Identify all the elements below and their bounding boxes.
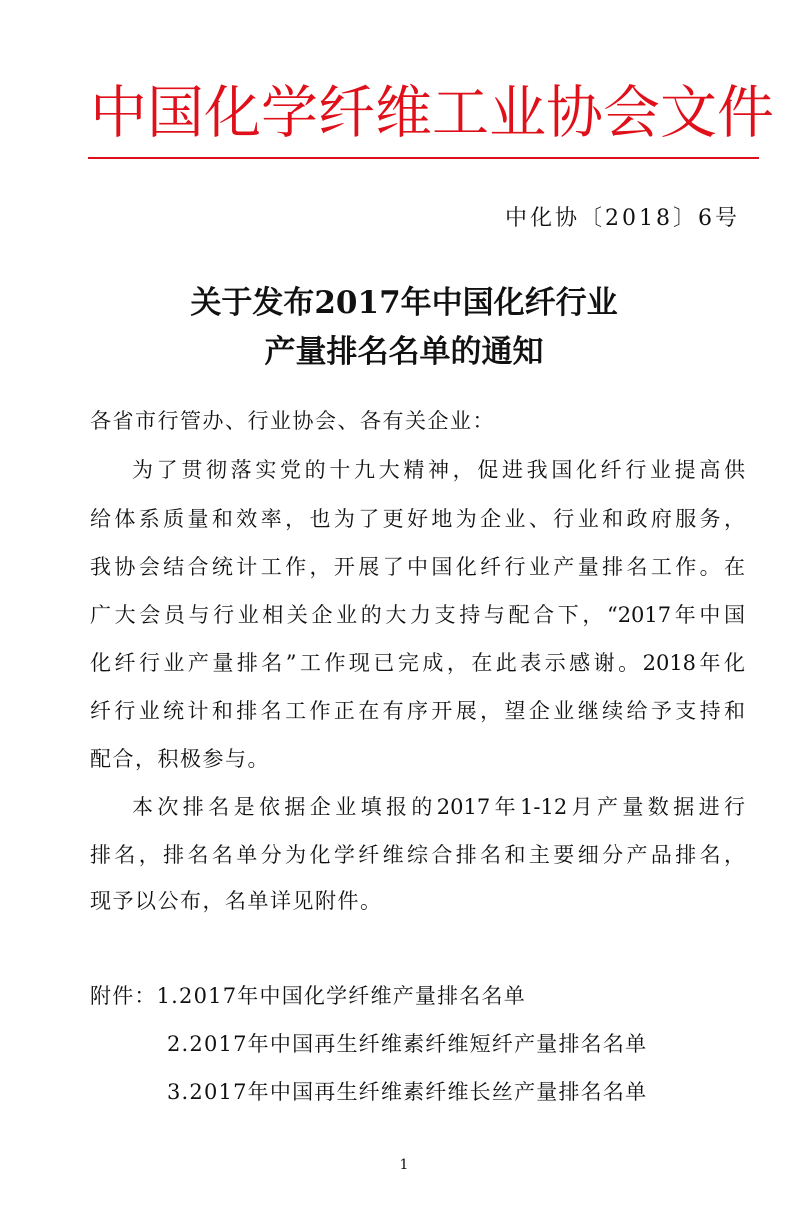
page-number: 1 — [399, 1157, 409, 1173]
paragraph-line: 化纤行业产量排名”工作现已完成，在此表示感谢。2018年化 — [90, 651, 745, 675]
paragraph-line: 为了贯彻落实党的十九大精神，促进我国化纤行业提高供 — [132, 458, 745, 482]
attachment-item: 3.2017年中国再生纤维素纤维长丝产量排名名单 — [167, 1080, 648, 1104]
notice-heading-line-1: 关于发布2017年中国化纤行业 — [190, 285, 618, 321]
masthead-rule — [88, 157, 759, 159]
masthead-title: 中国化学纤维工业协会文件 — [90, 80, 774, 146]
notice-heading-line-2: 产量排名名单的通知 — [264, 334, 544, 370]
salutation: 各省市行管办、行业协会、各有关企业： — [90, 409, 495, 433]
attachments-block — [90, 980, 526, 1012]
paragraph-line: 配合，积极参与。 — [90, 747, 270, 771]
attachments-label: 附件： — [90, 984, 157, 1008]
paragraph-line: 排名，排名名单分为化学纤维综合排名和主要细分产品排名， — [90, 843, 745, 867]
attachment-item: 1.2017年中国化学纤维产量排名名单 — [156, 984, 526, 1008]
paragraph-line: 纤行业统计和排名工作正在有序开展，望企业继续给予支持和 — [90, 699, 745, 723]
attachment-item: 2.2017年中国再生纤维素纤维短纤产量排名名单 — [167, 1032, 648, 1056]
document-number: 中化协〔2018〕6号 — [505, 206, 740, 231]
paragraph-line: 现予以公布，名单详见附件。 — [90, 889, 383, 913]
paragraph-line: 给体系质量和效率，也为了更好地为企业、行业和政府服务， — [90, 507, 745, 531]
paragraph-line: 本次排名是依据企业填报的2017年1-12月产量数据进行 — [132, 795, 745, 819]
paragraph-line: 我协会结合统计工作，开展了中国化纤行业产量排名工作。在 — [90, 555, 745, 579]
paragraph-line: 广大会员与行业相关企业的大力支持与配合下，“2017年中国 — [90, 603, 745, 627]
